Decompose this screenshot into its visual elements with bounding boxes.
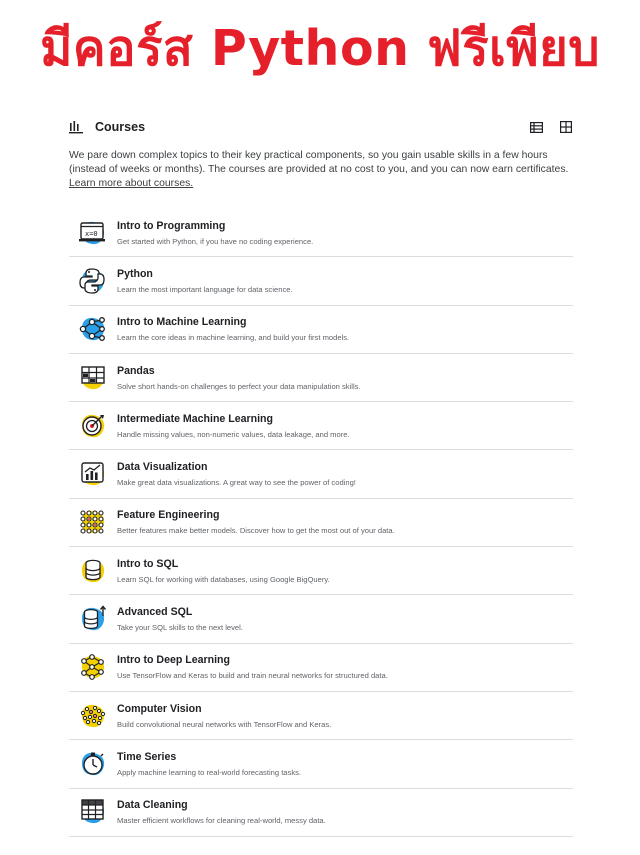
course-description: Use TensorFlow and Keras to build and train neural networks for structured data.	[117, 671, 388, 681]
course-item[interactable]	[69, 692, 573, 740]
course-description: Take your SQL skills to the next level.	[117, 623, 243, 633]
course-text	[117, 799, 326, 825]
course-item[interactable]	[69, 547, 573, 595]
course-list	[69, 209, 573, 837]
course-description: Learn the core ideas in machine learning, and build your first models.	[117, 333, 350, 343]
course-text	[117, 703, 331, 729]
database-up-icon	[78, 604, 108, 634]
database-icon	[78, 556, 108, 586]
courses-icon	[69, 119, 85, 135]
course-description: Make great data visualizations. A great way to see the power of coding!	[117, 478, 356, 488]
neural-network-icon	[78, 652, 108, 682]
table-icon	[78, 797, 108, 827]
course-title[interactable]: Intro to SQL	[117, 557, 179, 570]
chart-icon	[78, 459, 108, 489]
intro-text: We pare down complex topics to their key practical components, so you gain usable skills in a few hours (instead of weeks or months). The courses are provided at no cost to you, and you can now earn certificates.	[69, 150, 569, 175]
course-description: Better features make better models. Discover how to get the most out of your data.	[117, 526, 395, 536]
learn-more-link[interactable]: Learn more about courses.	[69, 178, 194, 189]
course-description: Get started with Python, if you have no coding experience.	[117, 236, 314, 246]
feature-grid-icon	[78, 507, 108, 537]
view-toggle	[529, 120, 573, 135]
pandas-icon	[78, 363, 108, 393]
stopwatch-icon	[78, 749, 108, 779]
svg-text:x=0: x=0	[85, 229, 98, 238]
course-text	[117, 268, 293, 294]
course-text	[117, 751, 301, 777]
course-title[interactable]: Time Series	[117, 750, 177, 763]
vision-icon	[78, 701, 108, 731]
course-text	[117, 606, 243, 632]
course-item[interactable]	[69, 209, 573, 257]
course-title[interactable]: Python	[117, 267, 153, 280]
course-text	[117, 558, 330, 584]
course-title[interactable]: Intro to Deep Learning	[117, 654, 231, 667]
course-text	[117, 461, 356, 487]
target-icon	[78, 411, 108, 441]
course-description: Apply machine learning to real-world forecasting tasks.	[117, 767, 302, 777]
course-text	[117, 365, 361, 391]
course-title[interactable]: Feature Engineering	[117, 509, 220, 522]
programming-icon	[78, 218, 108, 248]
page-title: Courses	[95, 120, 146, 134]
course-item[interactable]	[69, 402, 573, 450]
courses-header	[69, 116, 573, 138]
course-description: Learn the most important language for data science.	[117, 284, 293, 294]
course-text	[117, 509, 395, 535]
course-text	[117, 654, 388, 680]
course-description: Handle missing values, non-numeric values, data leakage, and more.	[117, 429, 350, 439]
course-item[interactable]	[69, 499, 573, 547]
course-item[interactable]	[69, 306, 573, 354]
course-description: Master efficient workflows for cleaning real-world, messy data.	[117, 816, 326, 826]
course-description: Learn SQL for working with databases, using Google BigQuery.	[117, 574, 330, 584]
course-title[interactable]: Intro to Programming	[117, 219, 226, 232]
course-text	[117, 220, 313, 246]
intro-paragraph	[69, 149, 573, 191]
course-title[interactable]: Intro to Machine Learning	[117, 316, 247, 329]
course-title[interactable]: Pandas	[117, 364, 155, 377]
course-item[interactable]	[69, 644, 573, 692]
course-title[interactable]: Data Cleaning	[117, 799, 188, 812]
course-description: Solve short hands-on challenges to perfect your data manipulation skills.	[117, 381, 361, 391]
course-item[interactable]	[69, 789, 573, 837]
list-view-icon[interactable]	[529, 120, 544, 135]
course-title[interactable]: Advanced SQL	[117, 606, 193, 619]
grid-view-icon[interactable]	[558, 120, 573, 135]
course-item[interactable]	[69, 595, 573, 643]
course-item[interactable]	[69, 257, 573, 305]
course-item[interactable]	[69, 450, 573, 498]
banner-title: มีคอร์ส Python ฟรีเพียบ	[40, 20, 600, 77]
python-icon	[78, 266, 108, 296]
course-item[interactable]	[69, 740, 573, 788]
course-text	[117, 316, 349, 342]
course-text	[117, 413, 350, 439]
course-item[interactable]	[69, 354, 573, 402]
course-title[interactable]: Computer Vision	[117, 702, 202, 715]
course-description: Build convolutional neural networks with TensorFlow and Keras.	[117, 719, 332, 729]
course-title[interactable]: Data Visualization	[117, 461, 208, 474]
course-title[interactable]: Intermediate Machine Learning	[117, 412, 273, 425]
machine-learning-icon	[78, 314, 108, 344]
